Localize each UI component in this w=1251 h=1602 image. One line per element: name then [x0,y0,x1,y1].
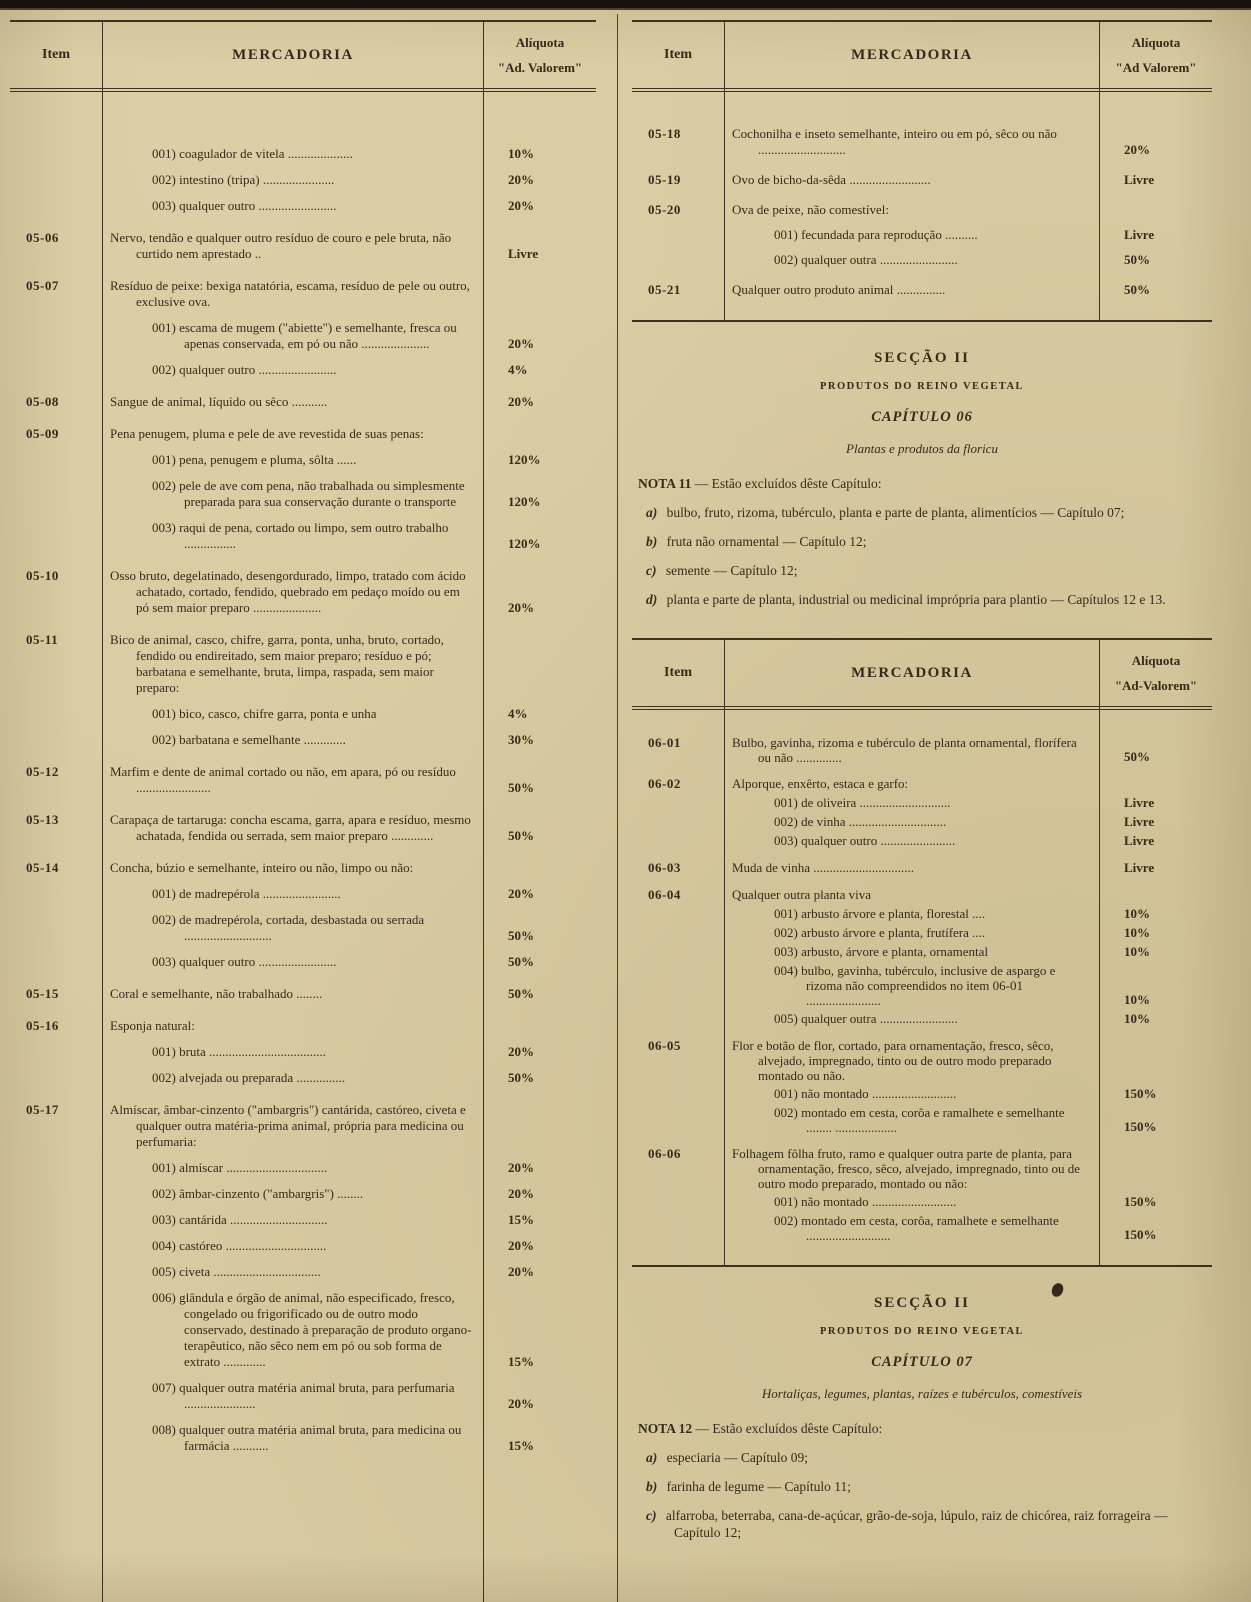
aliquota-label-line2: "Ad-Valorem" [1114,677,1198,693]
aliquota-value: 20% [1124,142,1150,157]
aliquota-value: 150% [1124,1194,1157,1209]
table-rule-vertical [1099,20,1100,320]
nota-item-text: farinha de legume — Capítulo 11; [663,1479,851,1494]
table-row [10,812,596,844]
table-row [10,1422,596,1454]
aliquota-value: Livre [1124,227,1155,242]
nota-label: NOTA 11 [638,476,692,491]
mercadoria-text: Bico de animal, casco, chifre, garra, ponta, unha, bruto, cortado, fendido ou endireitado, sem maior preparo; resíduo e pó; barbatana e semelhante, bruta, limpa, raspada, sem maior preparo: [110,632,444,695]
table-row [632,252,1212,268]
table-row [10,706,596,722]
table-row [10,426,596,442]
table-row [632,860,1212,876]
mercadoria-text: Pena penugem, pluma e pele de ave revestida de suas penas: [110,426,424,441]
mercadoria-text: 001) escama de mugem ("abiette") e semelhante, fresca ou apenas conservada, em pó ou não ..................... [152,320,457,351]
mercadoria-text: 003) arbusto, árvore e planta, ornamental [774,944,989,959]
mercadoria-text: Muda de vinha ............................... [732,860,914,875]
column-header-aliquota [1100,35,1212,76]
mercadoria-text: 002) pele de ave com pena, não trabalhada ou simplesmente preparada para sua conservação durante o transporte [152,478,465,509]
table-row [10,764,596,796]
aliquota-value: 4% [508,362,528,377]
mercadoria-text: Nervo, tendão e qualquer outro resíduo de couro e pele bruta, não curtido nem aprestado .. [110,230,452,261]
table-row [632,925,1212,941]
table-row [10,568,596,616]
aliquota-value: 150% [1124,1119,1157,1134]
aliquota-value: Livre [1124,172,1155,187]
nota-list-item [638,562,1206,579]
item-code: 05-11 [26,632,59,647]
mercadoria-text: Qualquer outra planta viva [732,887,871,902]
nota-list-item [638,1449,1206,1466]
mercadoria-text: Concha, búzio e semelhante, inteiro ou não, limpo ou não: [110,860,414,875]
table-row [10,362,596,378]
item-code: 05-10 [26,568,59,583]
nota-list-item [638,1478,1206,1495]
mercadoria-text: 002) montado em cesta, corôa, ramalhete e semelhante .......................... [774,1213,1059,1243]
aliquota-value: 20% [508,1160,534,1175]
aliquota-value: Livre [1124,833,1155,848]
table-row [632,1194,1212,1210]
mercadoria-text: Coral e semelhante, não trabalhado ........ [110,986,323,1001]
mercadoria-text: 002) arbusto árvore e planta, frutífera .... [774,925,986,940]
item-code: 05-13 [26,812,59,827]
table-row [10,1264,596,1280]
aliquota-value: 50% [508,954,534,969]
aliquota-value: 50% [1124,252,1150,267]
nota-heading [638,476,1206,492]
table-row [10,1102,596,1150]
item-code: 05-18 [648,126,681,141]
mercadoria-text: 004) castóreo ............................... [152,1238,327,1253]
item-code: 06-03 [648,860,681,875]
nota-item-text: especiaria — Capítulo 09; [663,1450,808,1465]
table-row [10,1070,596,1086]
table-header [10,20,596,92]
aliquota-value: 50% [1124,282,1150,297]
aliquota-value: 20% [508,172,534,187]
mercadoria-text: 001) coagulador de vitela .................... [152,146,353,161]
table-row [632,776,1212,792]
table-row [10,278,596,310]
aliquota-value: 20% [508,886,534,901]
seccao-heading: SECÇÃO II [874,1295,970,1311]
table-row [10,1044,596,1060]
aliquota-value: 10% [1124,906,1150,921]
mercadoria-text: 005) civeta ................................. [152,1264,321,1279]
column-header-item: Item [664,47,692,62]
table-row [10,1160,596,1176]
aliquota-value: 20% [508,198,534,213]
table-row [10,1018,596,1034]
mercadoria-text: 003) raqui de pena, cortado ou limpo, sem outro trabalho ................ [152,520,449,551]
table-row [632,126,1212,158]
aliquota-value: Livre [1124,860,1155,875]
nota-heading [638,1421,1206,1437]
table-row [10,520,596,552]
aliquota-value: 10% [508,146,534,161]
mercadoria-text: Osso bruto, degelatinado, desengordurado, limpo, tratado com ácido achatado, cortado, fendido, quebrado em pedaço moído ou em pó sem maior preparo ..................... [110,568,466,615]
item-code: 05-20 [648,202,681,217]
item-code: 06-02 [648,776,681,791]
column-header-mercadoria: MERCADORIA [851,664,973,681]
nota-list [638,504,1206,608]
mercadoria-text: 001) arbusto árvore e planta, florestal .... [774,906,986,921]
table-rule-vertical [102,20,103,1602]
right-column [632,20,1212,1541]
table-body [632,92,1212,320]
mercadoria-text: Esponja natural: [110,1018,195,1033]
mercadoria-text: Flor e botão de flor, cortado, para ornamentação, fresco, sêco, alvejado, impregnado, tinto ou de outro modo preparado montado ou não. [732,1038,1054,1083]
mercadoria-text: 003) qualquer outro ....................... [774,833,956,848]
mercadoria-text: Folhagem fôlha fruto, ramo e qualquer outra parte de planta, para ornamentação, fresco, sêco, alvejado, impregnado, tinto ou de outro modo preparado, montado ou não: [732,1146,1080,1191]
nota-list-item [638,533,1206,550]
aliquota-label-line2: "Ad Valorem" [1115,59,1197,75]
table-row [632,833,1212,849]
table-row [632,735,1212,765]
table-row [10,732,596,748]
column-divider [617,14,618,1602]
mercadoria-text: 001) não montado .......................... [774,1194,957,1209]
table-row [10,1380,596,1412]
mercadoria-text: 001) de madrepérola ........................ [152,886,341,901]
table-row [632,1146,1212,1191]
mercadoria-text: Marfim e dente de animal cortado ou não, em apara, pó ou resíduo ....................... [110,764,456,795]
table-row [10,954,596,970]
nota-list-item [638,1507,1206,1541]
mercadoria-text: 003) qualquer outro ........................ [152,198,337,213]
table-row [10,886,596,902]
mercadoria-text: 001) fecundada para reprodução .......... [774,227,978,242]
aliquota-label-line1: Alíquota [515,34,565,50]
aliquota-value: 50% [508,1070,534,1085]
table-row [10,632,596,696]
nota-item-text: fruta não ornamental — Capítulo 12; [663,534,867,549]
column-header-item: Item [664,665,692,680]
nota-item-text: alfarroba, beterraba, cana-de-açúcar, grão-de-soja, lúpulo, raiz de chicórea, raiz forrageira — Capítulo 12; [662,1508,1168,1540]
table-header [632,638,1212,710]
aliquota-value: 20% [508,336,534,351]
aliquota-value: 20% [508,1044,534,1059]
aliquota-value: 20% [508,394,534,409]
mercadoria-text: 002) barbatana e semelhante ............. [152,732,346,747]
table-body [632,710,1212,1265]
table-row [10,320,596,352]
nota-text: — Estão excluídos dêste Capítulo: [694,476,882,491]
table-rule-vertical [724,20,725,320]
mercadoria-text: 001) pena, penugem e pluma, sôlta ...... [152,452,357,467]
table-row [632,814,1212,830]
produtos-heading: PRODUTOS DO REINO VEGETAL [819,381,1025,392]
aliquota-value: 15% [508,1354,534,1369]
table-row [10,230,596,262]
aliquota-value: 10% [1124,1011,1150,1026]
table-row [632,944,1212,960]
aliquota-value: 20% [508,1186,534,1201]
aliquota-value: 50% [508,928,534,943]
aliquota-value: 20% [508,1238,534,1253]
mercadoria-text: Ova de peixe, não comestível: [732,202,890,217]
table-row [632,963,1212,1008]
table-row [10,986,596,1002]
nota-item-label: b) [646,1479,658,1494]
item-code: 05-21 [648,282,681,297]
tariff-table-right-top [632,20,1212,322]
item-code: 05-09 [26,426,59,441]
item-code: 05-19 [648,172,681,187]
nota-label: NOTA 12 [638,1421,693,1436]
column-header-mercadoria: MERCADORIA [232,46,354,63]
nota-text: — Estão excluídos dêste Capítulo: [695,1421,883,1436]
aliquota-value: 50% [508,780,534,795]
table-rule-vertical [483,20,484,1602]
left-column [10,20,596,1602]
nota-list [638,1449,1206,1541]
table-row [10,198,596,214]
aliquota-value: 30% [508,732,534,747]
table-row [10,912,596,944]
table-row [10,1212,596,1228]
item-code: 05-17 [26,1102,59,1117]
table-row [10,1186,596,1202]
capitulo-subtitle: Plantas e produtos da floricu [846,441,998,456]
table-row [10,478,596,510]
item-code: 05-12 [26,764,59,779]
nota-list-item [638,504,1206,521]
table-row [632,1011,1212,1027]
table-row [632,172,1212,188]
aliquota-value: Livre [1124,814,1155,829]
mercadoria-text: 008) qualquer outra matéria animal bruta, para medicina ou farmácia ........... [152,1422,462,1453]
aliquota-value: 150% [1124,1086,1157,1101]
item-code: 05-08 [26,394,59,409]
nota-item-label: c) [646,563,657,578]
table-header [632,20,1212,92]
mercadoria-text: Cochonilha e inseto semelhante, inteiro ou em pó, sêco ou não ........................... [732,126,1057,157]
mercadoria-text: 005) qualquer outra ........................ [774,1011,958,1026]
seccao-heading: SECÇÃO II [874,350,970,366]
nota-item-label: c) [646,1508,657,1523]
capitulo-heading: CAPÍTULO 06 [871,409,973,425]
aliquota-value: 20% [508,1396,534,1411]
mercadoria-text: 002) de madrepérola, cortada, desbastada ou serrada ........................... [152,912,425,943]
aliquota-value: 20% [508,600,534,615]
aliquota-value: 120% [508,536,541,551]
tariff-table-right-bottom [632,638,1212,1267]
mercadoria-text: 007) qualquer outra matéria animal bruta, para perfumaria ...................... [152,1380,455,1411]
table-row [632,887,1212,903]
table-row [10,394,596,410]
mercadoria-text: 001) não montado .......................... [774,1086,957,1101]
table-row [632,795,1212,811]
mercadoria-text: 002) qualquer outro ........................ [152,362,337,377]
mercadoria-text: 006) glândula e órgão de animal, não especificado, fresco, congelado ou frigorificado ou de outro modo conservado, destinado à preparação de produto organo-terapêutico, não sêco nem em pó ou sob forma de extrato ............. [152,1290,472,1369]
aliquota-value: 50% [508,828,534,843]
table-row [10,1290,596,1370]
table-row [632,282,1212,298]
aliquota-value: 50% [508,986,534,1001]
aliquota-value: 10% [1124,944,1150,959]
mercadoria-text: Sangue de animal, líquido ou sêco ........... [110,394,328,409]
column-header-item: Item [42,47,70,62]
item-code: 06-04 [648,887,681,902]
nota-item-label: a) [646,1450,658,1465]
nota-item-text: semente — Capítulo 12; [662,563,798,578]
mercadoria-text: Ovo de bicho-da-sêda ......................... [732,172,931,187]
table-row [632,227,1212,243]
mercadoria-text: 002) qualquer outra ........................ [774,252,958,267]
table-row [632,202,1212,218]
mercadoria-text: 002) de vinha .............................. [774,814,947,829]
mercadoria-text: 001) almíscar ............................... [152,1160,328,1175]
table-row [10,146,596,162]
capitulo-heading: CAPÍTULO 07 [871,1354,973,1370]
item-code: 05-14 [26,860,59,875]
nota-item-label: a) [646,505,658,520]
mercadoria-text: 001) de oliveira ............................ [774,795,951,810]
table-row [10,452,596,468]
mercadoria-text: Qualquer outro produto animal ............... [732,282,946,297]
mercadoria-text: 002) montado em cesta, corôa e ramalhete e semelhante ........ ................... [774,1105,1065,1135]
table-rule-vertical [1099,638,1100,1265]
page-top-edge [0,0,1251,10]
item-code: 05-15 [26,986,59,1001]
mercadoria-text: 002) intestino (tripa) ...................... [152,172,335,187]
mercadoria-text: 002) alvejada ou preparada ............... [152,1070,346,1085]
aliquota-value: 10% [1124,925,1150,940]
nota-item-text: bulbo, fruto, rizoma, tubérculo, planta e parte de planta, alimentícios — Capítulo 07; [663,505,1125,520]
produtos-heading: PRODUTOS DO REINO VEGETAL [819,1326,1025,1337]
aliquota-value: 15% [508,1438,534,1453]
mercadoria-text: 004) bulbo, gavinha, tubérculo, inclusive de aspargo e rizoma não compreendidos no item 06-01 ....................... [774,963,1056,1008]
aliquota-label-line1: Alíquota [1131,652,1181,668]
table-body [10,92,596,1454]
table-row [632,1038,1212,1083]
table-row [632,1213,1212,1243]
mercadoria-text: Carapaça de tartaruga: concha escama, garra, apara e resíduo, mesmo achatada, fendida ou serrada, sem maior preparo ............. [110,812,471,843]
item-code: 05-07 [26,278,59,293]
table-row [632,1105,1212,1135]
aliquota-value: 120% [508,494,541,509]
nota-list-item [638,591,1206,608]
aliquota-value: Livre [508,246,539,261]
section-capitulo-07 [632,1295,1212,1541]
aliquota-value: 120% [508,452,541,467]
table-row [632,906,1212,922]
mercadoria-text: Resíduo de peixe: bexiga natatória, escama, resíduo de pele ou outro, exclusive ova. [110,278,470,309]
section-capitulo-06 [632,350,1212,608]
aliquota-value: 50% [1124,749,1150,764]
column-header-aliquota [1100,653,1212,694]
aliquota-value: 4% [508,706,528,721]
column-header-aliquota [484,35,596,76]
nota-item-label: d) [646,592,658,607]
mercadoria-text: 002) âmbar-cinzento ("ambargris") ........ [152,1186,364,1201]
aliquota-value: 10% [1124,992,1150,1007]
mercadoria-text: Almíscar, âmbar-cinzento ("ambargris") cantárida, castóreo, civeta e qualquer outra matéria-prima animal, própria para medicina ou perfumaria: [110,1102,466,1149]
mercadoria-text: 003) cantárida .............................. [152,1212,328,1227]
item-code: 05-16 [26,1018,59,1033]
tariff-table-left [10,20,596,1602]
mercadoria-text: 001) bico, casco, chifre garra, ponta e unha [152,706,377,721]
column-header-mercadoria: MERCADORIA [851,46,973,63]
table-row [10,1238,596,1254]
capitulo-subtitle: Hortaliças, legumes, plantas, raízes e tubérculos, comestíveis [761,1386,1083,1401]
item-code: 05-06 [26,230,59,245]
aliquota-value: Livre [1124,795,1155,810]
mercadoria-text: Bulbo, gavinha, rizoma e tubérculo de planta ornamental, florífera ou não .............. [732,735,1077,765]
table-row [10,860,596,876]
aliquota-value: 15% [508,1212,534,1227]
mercadoria-text: 003) qualquer outro ........................ [152,954,337,969]
item-code: 06-01 [648,735,681,750]
nota-item-text: planta e parte de planta, industrial ou medicinal imprópria para plantio — Capítulos 12 e 13. [663,592,1166,607]
table-row [632,1086,1212,1102]
mercadoria-text: 001) bruta .................................... [152,1044,327,1059]
table-row [10,172,596,188]
nota-item-label: b) [646,534,658,549]
aliquota-label-line1: Alíquota [1131,34,1181,50]
mercadoria-text: Alporque, enxêrto, estaca e garfo: [732,776,909,791]
aliquota-value: 150% [1124,1227,1157,1242]
aliquota-value: 20% [508,1264,534,1279]
aliquota-label-line2: "Ad. Valorem" [497,59,583,75]
table-rule-vertical [724,638,725,1265]
item-code: 06-05 [648,1038,681,1053]
item-code: 06-06 [648,1146,681,1161]
